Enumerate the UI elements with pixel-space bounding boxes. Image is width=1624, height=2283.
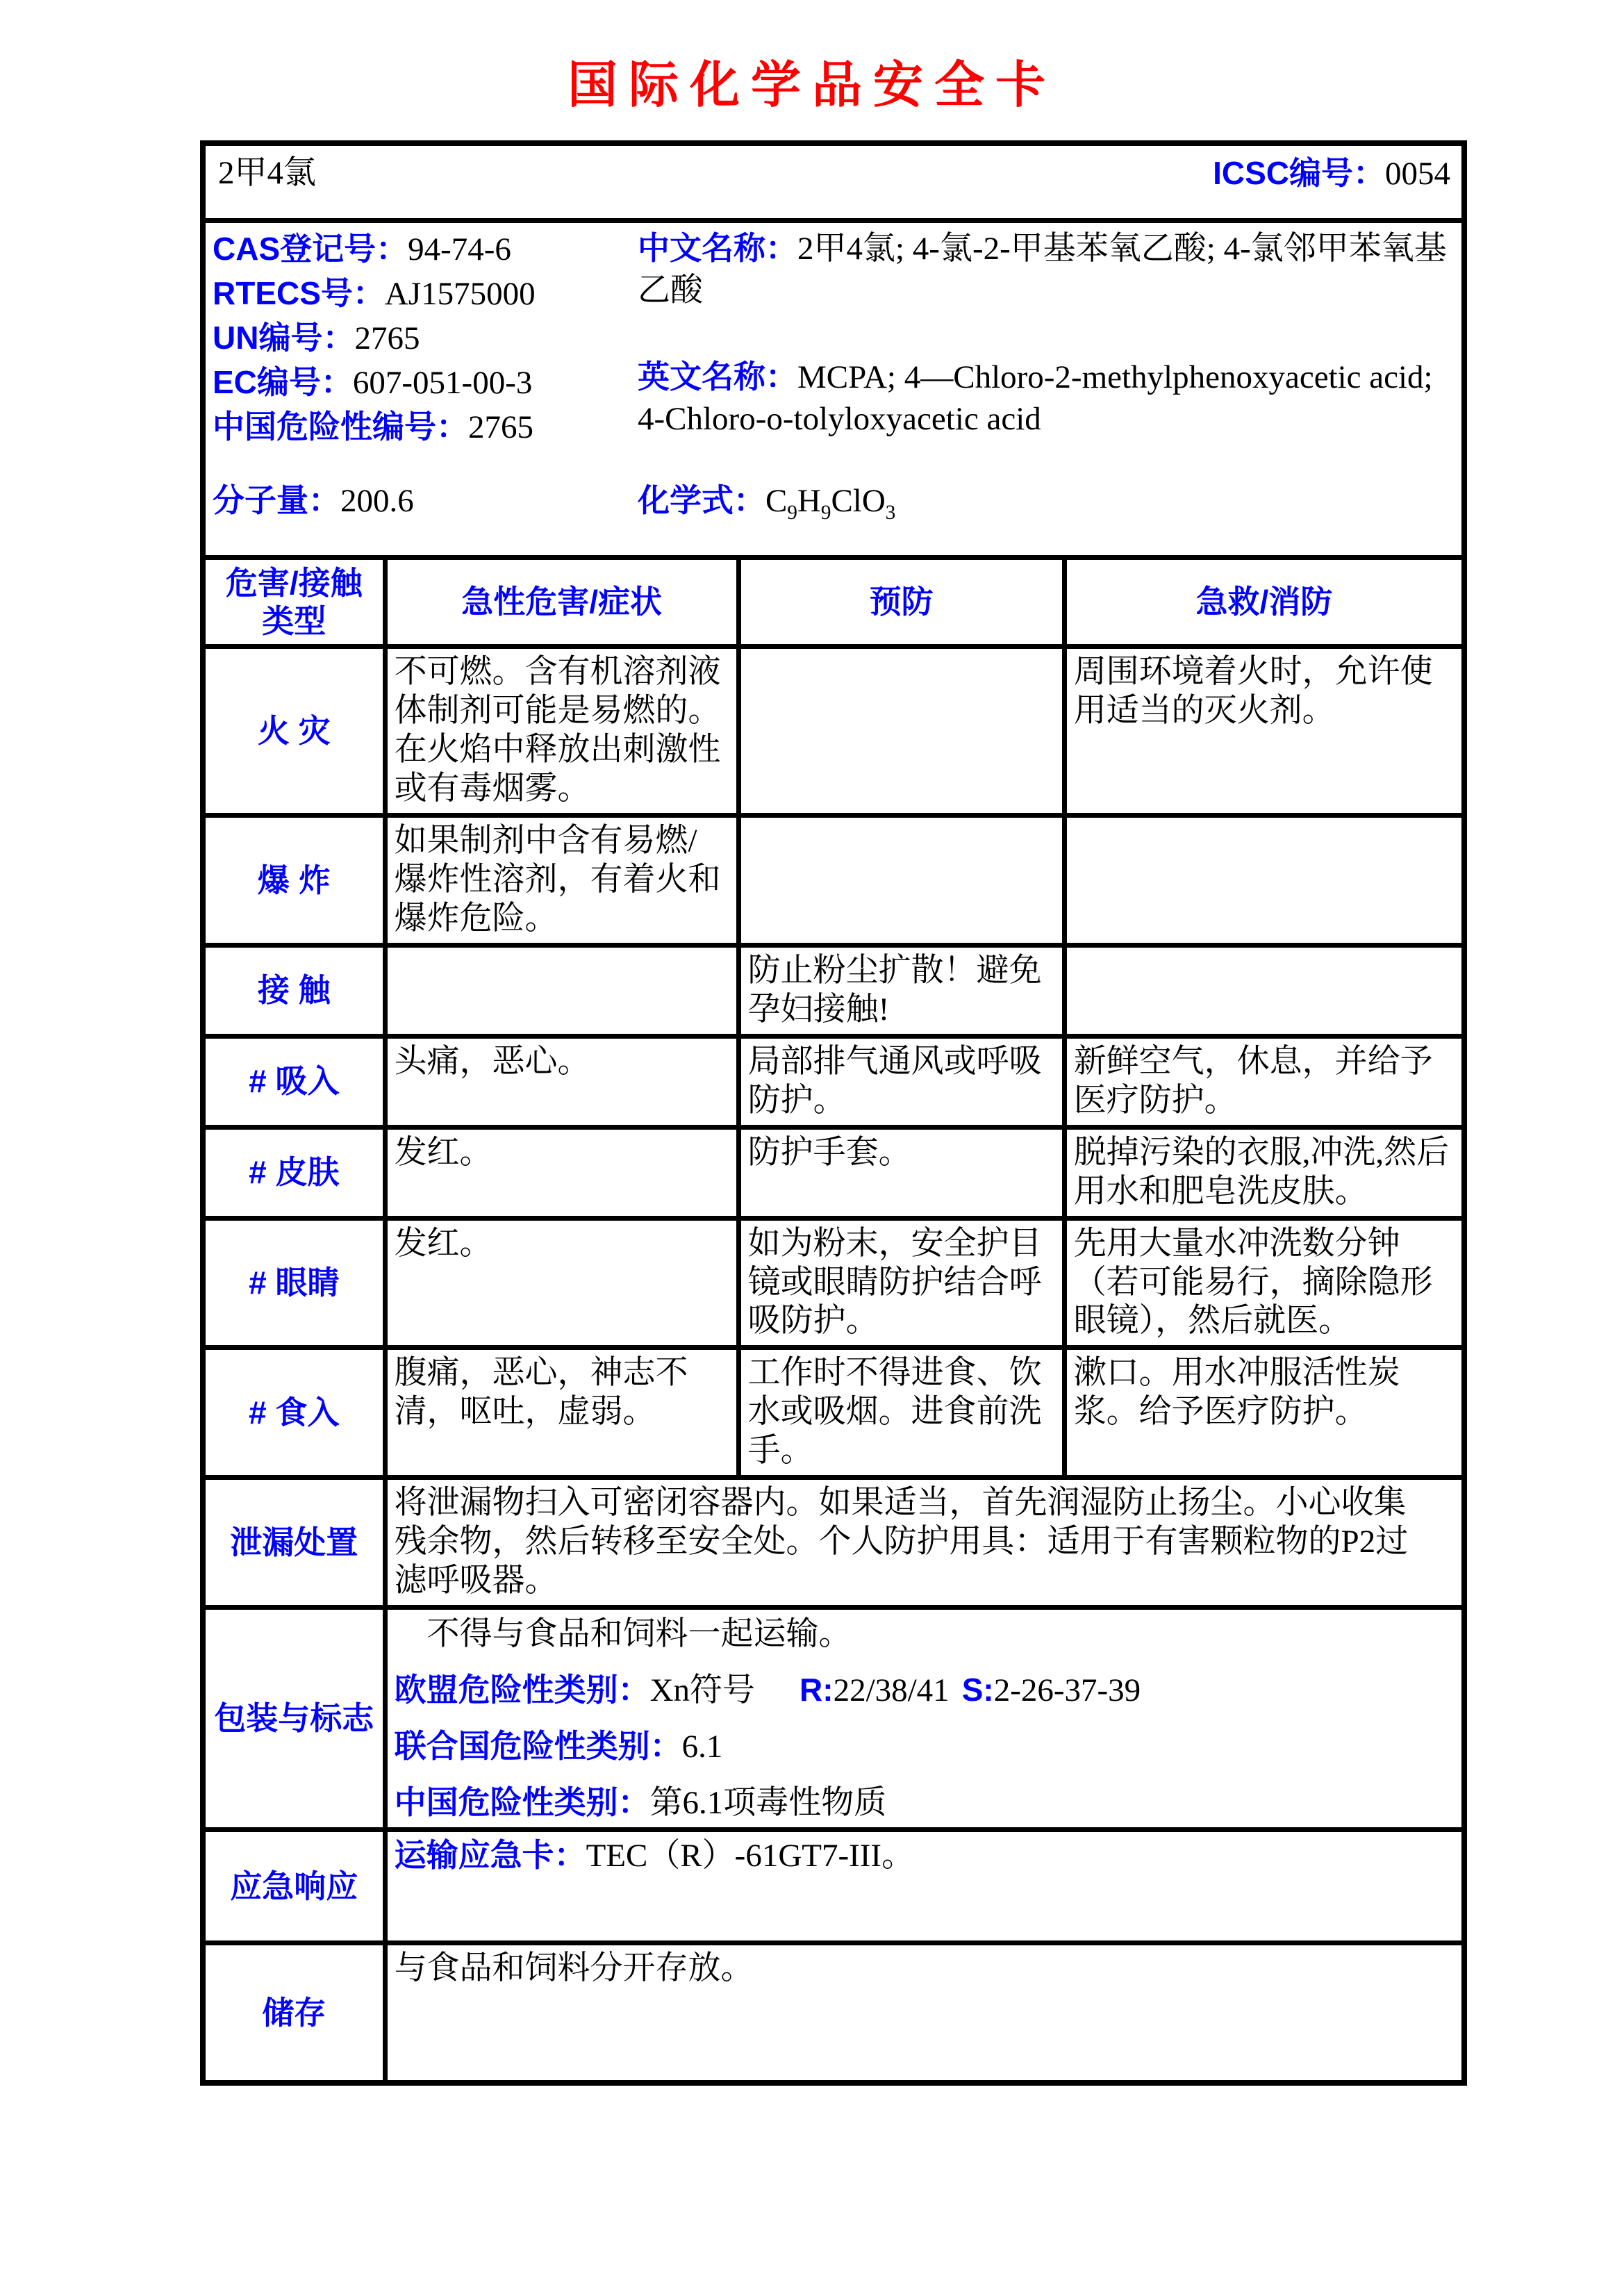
fire-symptom-cell: 不可燃。含有机溶剂液体制剂可能是易燃的。在火焰中释放出刺激性或有毒烟雾。 — [386, 648, 738, 814]
chemical-formula-value: $C_9H_9ClO_3$ — [765, 483, 896, 525]
inhalation-prevention-cell: 局部排气通风或呼吸防护。 — [740, 1037, 1063, 1126]
chemical-formula-label: 化学式： — [638, 482, 765, 518]
un-hazard-line — [395, 1726, 1455, 1767]
safety-card-table — [200, 140, 1467, 2086]
chemical-formula-line — [638, 481, 1455, 525]
chinese-name-value: 2甲4氯; 4-氯-2-甲基苯氧乙酸; 4-氯邻甲苯氧基乙酸 — [638, 231, 1447, 308]
row-skin — [204, 1128, 1463, 1217]
china-hazard-line — [395, 1782, 1455, 1823]
china-hazard-number-value: 2765 — [468, 409, 533, 445]
icsc-document-page — [0, 44, 1624, 2283]
row-packaging — [204, 1608, 1463, 1829]
row-emergency — [204, 1831, 1463, 1942]
fire-prevention-cell — [740, 648, 1063, 814]
cas-number-value: 94-74-6 — [408, 231, 511, 267]
inhalation-symptom-cell: 头痛，恶心。 — [386, 1037, 738, 1126]
inhalation-firstaid-cell: 新鲜空气，休息，并给予医疗防护。 — [1066, 1037, 1463, 1126]
transport-emergency-card-label: 运输应急卡： — [394, 1836, 586, 1873]
header-prevention: 预防 — [740, 559, 1063, 645]
transport-emergency-card-value: TEC（R）-61GT7-III。 — [586, 1837, 915, 1874]
ec-number-value: 607-051-00-3 — [352, 365, 533, 401]
explosion-firstaid-cell — [1066, 816, 1463, 944]
china-hazard-number-label: 中国危险性编号： — [213, 409, 468, 445]
row-explosion — [204, 816, 1463, 944]
row-exposure — [204, 946, 1463, 1035]
eu-hazard-value: Xn符号 — [649, 1672, 756, 1708]
china-hazard-value: 第6.1项毒性物质 — [649, 1784, 887, 1821]
chinese-name-line — [638, 227, 1455, 311]
substance-name: 2甲4氯 — [218, 155, 316, 191]
cas-number-label: CAS登记号： — [213, 231, 408, 267]
rtecs-number-label: RTECS号： — [213, 275, 385, 311]
row-label-explosion: 爆 炸 — [204, 816, 384, 944]
skin-symptom-cell: 发红。 — [386, 1128, 738, 1217]
exposure-firstaid-cell — [1066, 946, 1463, 1035]
skin-firstaid-cell: 脱掉污染的衣服,冲洗,然后用水和肥皂洗皮肤。 — [1066, 1128, 1463, 1217]
header-acute-symptoms: 急性危害/症状 — [386, 559, 738, 645]
eyes-prevention-cell: 如为粉末，安全护目镜或眼睛防护结合呼吸防护。 — [740, 1219, 1063, 1347]
r-phrase-label: R: — [799, 1671, 834, 1708]
explosion-symptom-cell: 如果制剂中含有易燃/爆炸性溶剂，有着火和爆炸危险。 — [386, 816, 738, 944]
eu-hazard-line — [395, 1670, 1455, 1711]
rtecs-number-value: AJ1575000 — [384, 276, 536, 312]
page-title: 国际化学品安全卡 — [567, 58, 1057, 113]
icsc-number-group — [1213, 154, 1450, 194]
row-eyes — [204, 1219, 1463, 1347]
un-number-line — [213, 316, 638, 361]
row-label-storage: 储存 — [204, 1944, 384, 2082]
names-block — [638, 227, 1455, 450]
explosion-prevention-cell — [740, 816, 1063, 944]
un-number-label: UN编号： — [213, 320, 355, 356]
identifier-section-cell — [204, 222, 1463, 557]
molecular-weight-value: 200.6 — [340, 483, 414, 519]
header-firstaid-firefighting: 急救/消防 — [1066, 559, 1463, 645]
row-inhalation — [204, 1037, 1463, 1126]
molecular-weight-label: 分子量： — [213, 482, 340, 518]
spillage-text-cell — [386, 1478, 1463, 1606]
un-number-value: 2765 — [354, 320, 420, 356]
fire-firstaid-cell: 周围环境着火时，允许使用适当的灭火剂。 — [1066, 648, 1463, 814]
row-label-spillage: 泄漏处置 — [204, 1478, 384, 1606]
row-label-eyes: # 眼睛 — [204, 1219, 384, 1347]
un-hazard-value: 6.1 — [681, 1728, 723, 1765]
eyes-firstaid-cell: 先用大量水冲洗数分钟（若可能易行，摘除隐形眼镜），然后就医。 — [1066, 1219, 1463, 1347]
row-label-exposure: 接 触 — [204, 946, 384, 1035]
ingestion-firstaid-cell: 漱口。用水冲服活性炭浆。给予医疗防护。 — [1066, 1349, 1463, 1476]
row-ingestion — [204, 1349, 1463, 1476]
s-phrase-value: 2-26-37-39 — [993, 1672, 1141, 1708]
row-fire — [204, 648, 1463, 814]
identifier-list — [213, 227, 638, 450]
card-header-row — [204, 145, 1463, 220]
row-label-ingestion: # 食入 — [204, 1349, 384, 1476]
exposure-symptom-cell — [386, 946, 738, 1035]
storage-text-cell: 与食品和饲料分开存放。 — [386, 1944, 1463, 2082]
rtecs-number-line — [213, 272, 638, 316]
s-phrase-label: S: — [961, 1671, 994, 1708]
eu-hazard-label: 欧盟危险性类别： — [394, 1671, 650, 1708]
row-label-emergency: 应急响应 — [204, 1831, 384, 1942]
chinese-name-label: 中文名称： — [638, 230, 797, 266]
ingestion-symptom-cell: 腹痛，恶心，神志不清，呕吐，虚弱。 — [386, 1349, 738, 1476]
molecular-weight-line — [213, 481, 638, 521]
skin-prevention-cell: 防护手套。 — [740, 1128, 1063, 1217]
row-label-fire: 火 灾 — [204, 648, 384, 814]
english-name-line — [638, 356, 1455, 440]
row-storage — [204, 1944, 1463, 2082]
molecular-row — [213, 481, 1455, 525]
card-header-cell — [204, 145, 1463, 220]
cas-number-line — [213, 227, 638, 272]
packaging-text-cell — [386, 1608, 1463, 1829]
identifier-section-row — [204, 222, 1463, 557]
emergency-text-cell — [386, 1831, 1463, 1942]
china-hazard-number-line — [213, 405, 638, 450]
transport-note: 不得与食品和饲料一起运输。 — [394, 1615, 852, 1652]
eyes-symptom-cell: 发红。 — [386, 1219, 738, 1347]
row-label-inhalation: # 吸入 — [204, 1037, 384, 1126]
china-hazard-label: 中国危险性类别： — [394, 1783, 650, 1820]
table-header-row — [204, 559, 1463, 645]
un-hazard-label: 联合国危险性类别： — [394, 1727, 682, 1764]
ingestion-prevention-cell: 工作时不得进食、饮水或吸烟。进食前洗手。 — [740, 1349, 1063, 1476]
safety-card — [200, 140, 1624, 2086]
english-name-value: MCPA; 4—Chloro-2-methylphenoxyacetic acid; 4-Chloro-o-tolyloxyacetic acid — [638, 359, 1433, 437]
ec-number-line — [213, 361, 638, 405]
icsc-number-label: ICSC编号： — [1213, 155, 1385, 191]
spillage-text: 将泄漏物扫入可密闭容器内。如果适当，首先润湿防止扬尘。小心收集残余物，然后转移至安全处。个人防护用具：适用于有害颗粒物的P2过滤呼吸器。 — [394, 1485, 1409, 1599]
exposure-prevention-cell: 防止粉尘扩散！避免孕妇接触! — [740, 946, 1063, 1035]
icsc-number-value: 0054 — [1385, 156, 1450, 192]
row-spillage — [204, 1478, 1463, 1606]
header-hazard-type: 危害/接触类型 — [204, 559, 384, 645]
row-label-skin: # 皮肤 — [204, 1128, 384, 1217]
r-phrase-value: 22/38/41 — [833, 1672, 950, 1708]
english-name-label: 英文名称： — [638, 358, 797, 395]
row-label-packaging: 包装与标志 — [204, 1608, 384, 1829]
ec-number-label: EC编号： — [213, 364, 353, 400]
